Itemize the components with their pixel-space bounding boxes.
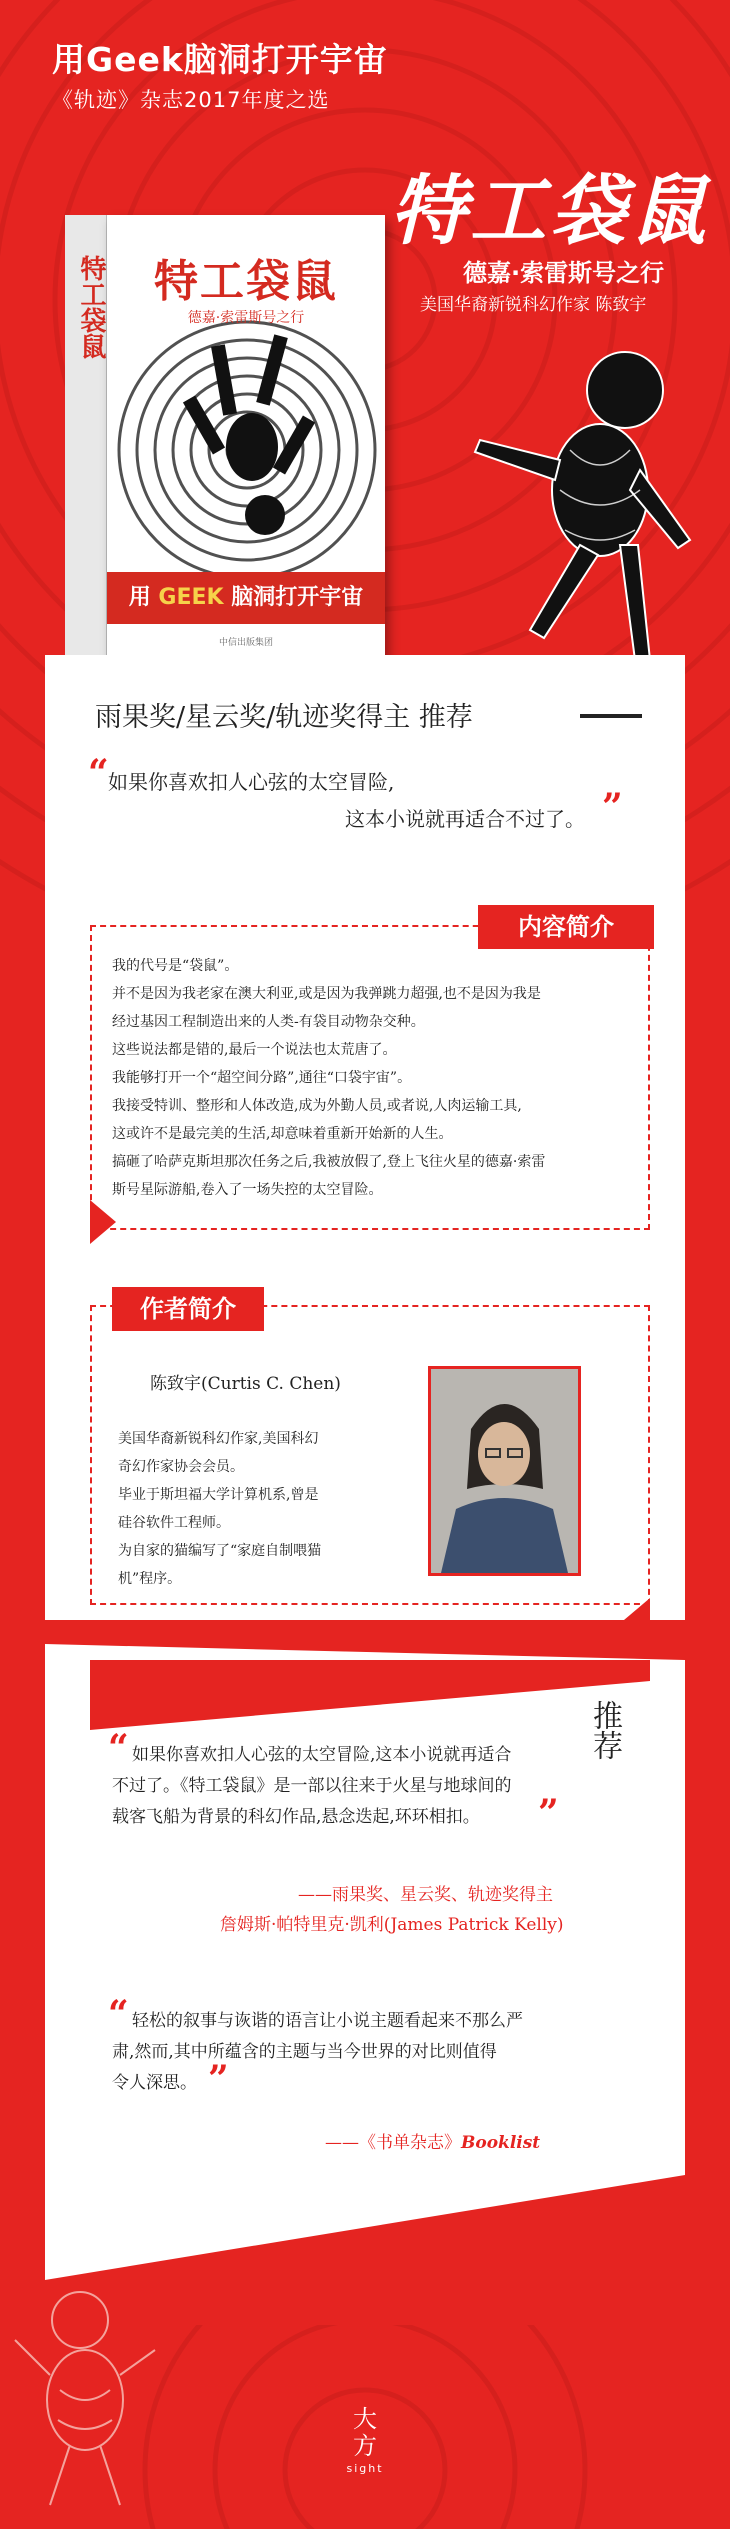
synopsis-corner <box>90 1200 116 1244</box>
synopsis-line: 我接受特训、整形和人体改造,成为外勤人员,或者说,人肉运输工具, <box>112 1098 522 1114</box>
quote-mark-icon: “ <box>108 1993 129 2035</box>
author-tag: 作者简介 <box>112 1287 264 1331</box>
synopsis-line: 这些说法都是错的,最后一个说法也太荒唐了。 <box>112 1042 397 1058</box>
review2-attribution-en: Booklist <box>461 2133 541 2153</box>
cover-band-geek: GEEK <box>158 585 224 610</box>
cover-subtitle: 德嘉·索雷斯号之行 <box>187 310 305 326</box>
quote-mark-icon: ” <box>602 786 623 828</box>
review1-line: 如果你喜欢扣人心弦的太空冒险,这本小说就再适合 <box>132 1745 512 1765</box>
review2-line: 轻松的叙事与诙谐的语言让小说主题看起来不那么严 <box>132 2011 523 2031</box>
author-bio <box>118 1425 321 1593</box>
synopsis-tag: 内容简介 <box>478 905 654 949</box>
quote-mark-icon: “ <box>88 752 109 794</box>
review2-attribution-cn: ——《书单杂志》 <box>325 2133 461 2153</box>
cover-band-prefix: 用 <box>128 585 151 610</box>
review2-line: 肃,然而,其中所蕴含的主题与当今世界的对比则值得 <box>112 2042 497 2062</box>
hero-author-line: 美国华裔新锐科幻作家 陈致宇 <box>420 295 647 315</box>
hero-subheadline: 《轨迹》杂志2017年度之选 <box>52 88 330 112</box>
hero-headline: 用Geek脑洞打开宇宙 <box>52 40 388 79</box>
book-cover <box>107 215 385 660</box>
review1-line: 不过了。《特工袋鼠》是一部以往来于火星与地球间的 <box>112 1776 512 1796</box>
review1-attribution: 詹姆斯·帕特里克·凯利(James Patrick Kelly) <box>220 1915 564 1935</box>
astronaut-illustration <box>460 330 710 680</box>
hero-subtitle: 德嘉·索雷斯号之行 <box>463 259 665 287</box>
quote-mark-icon: ” <box>538 1792 559 1834</box>
logo-char-top: 大 <box>353 2405 377 2433</box>
synopsis-line: 我能够打开一个“超空间分路”,通往“口袋宇宙”。 <box>112 1070 412 1086</box>
review1-attribution: ——雨果奖、星云奖、轨迹奖得主 <box>298 1885 553 1905</box>
quote-mark-icon: ” <box>208 2058 229 2100</box>
review1-line: 载客飞船为背景的科幻作品,悬念迭起,环环相扣。 <box>112 1807 480 1827</box>
quote-mark-icon: “ <box>108 1727 129 1769</box>
cover-publisher: 中信出版集团 <box>218 638 273 648</box>
synopsis-text <box>112 952 545 1204</box>
astronaut-outline-illustration <box>10 2280 160 2510</box>
review2-attribution <box>325 2128 540 2153</box>
synopsis-line: 搞砸了哈萨克斯坦那次任务之后,我被放假了,登上飞往火星的德嘉·索雷 <box>112 1154 546 1170</box>
logo-en: sight <box>346 2462 384 2475</box>
author-bio-line: 美国华裔新锐科幻作家,美国科幻 <box>118 1431 319 1447</box>
synopsis-line: 经过基因工程制造出来的人类-有袋目动物杂交种。 <box>112 1014 425 1030</box>
cover-band <box>107 572 385 624</box>
author-bio-line: 机”程序。 <box>118 1571 182 1587</box>
heading-dash <box>580 714 642 718</box>
recommend-heading: 雨果奖/星云奖/轨迹奖得主 推荐 <box>95 702 473 733</box>
page-title: 特工袋鼠 <box>390 166 710 255</box>
reviews-label: 推荐 <box>587 1700 622 1760</box>
synopsis-line: 我的代号是“袋鼠”。 <box>112 958 239 974</box>
author-bio-line: 奇幻作家协会会员。 <box>118 1459 244 1475</box>
book-spine <box>65 215 107 660</box>
quote-line-2: 这本小说就再适合不过了。 <box>345 807 585 831</box>
author-bio-line: 硅谷软件工程师。 <box>118 1515 230 1531</box>
author-photo <box>428 1366 581 1576</box>
cover-title: 特工袋鼠 <box>154 256 338 307</box>
synopsis-line: 斯号星际游船,卷入了一场失控的太空冒险。 <box>112 1182 383 1198</box>
review2-line: 令人深思。 <box>112 2073 197 2093</box>
publisher-logo <box>342 2406 388 2475</box>
book-spine-title: 特工袋鼠 <box>76 255 106 359</box>
author-name: 陈致宇(Curtis C. Chen) <box>150 1374 341 1394</box>
quote-line-1: 如果你喜欢扣人心弦的太空冒险, <box>108 770 395 794</box>
synopsis-line: 并不是因为我老家在澳大利亚,或是因为我弹跳力超强,也不是因为我是 <box>112 986 541 1002</box>
author-photo-image <box>431 1369 578 1573</box>
author-bio-line: 为自家的猫编写了“家庭自制喂猫 <box>118 1543 322 1559</box>
cover-band-suffix: 脑洞打开宇宙 <box>231 585 364 610</box>
logo-char-bottom: 方 <box>353 2432 377 2460</box>
book-image <box>65 215 385 660</box>
author-bio-line: 毕业于斯坦福大学计算机系,曾是 <box>118 1487 319 1503</box>
synopsis-line: 这或许不是最完美的生活,却意味着重新开始新的人生。 <box>112 1126 453 1142</box>
